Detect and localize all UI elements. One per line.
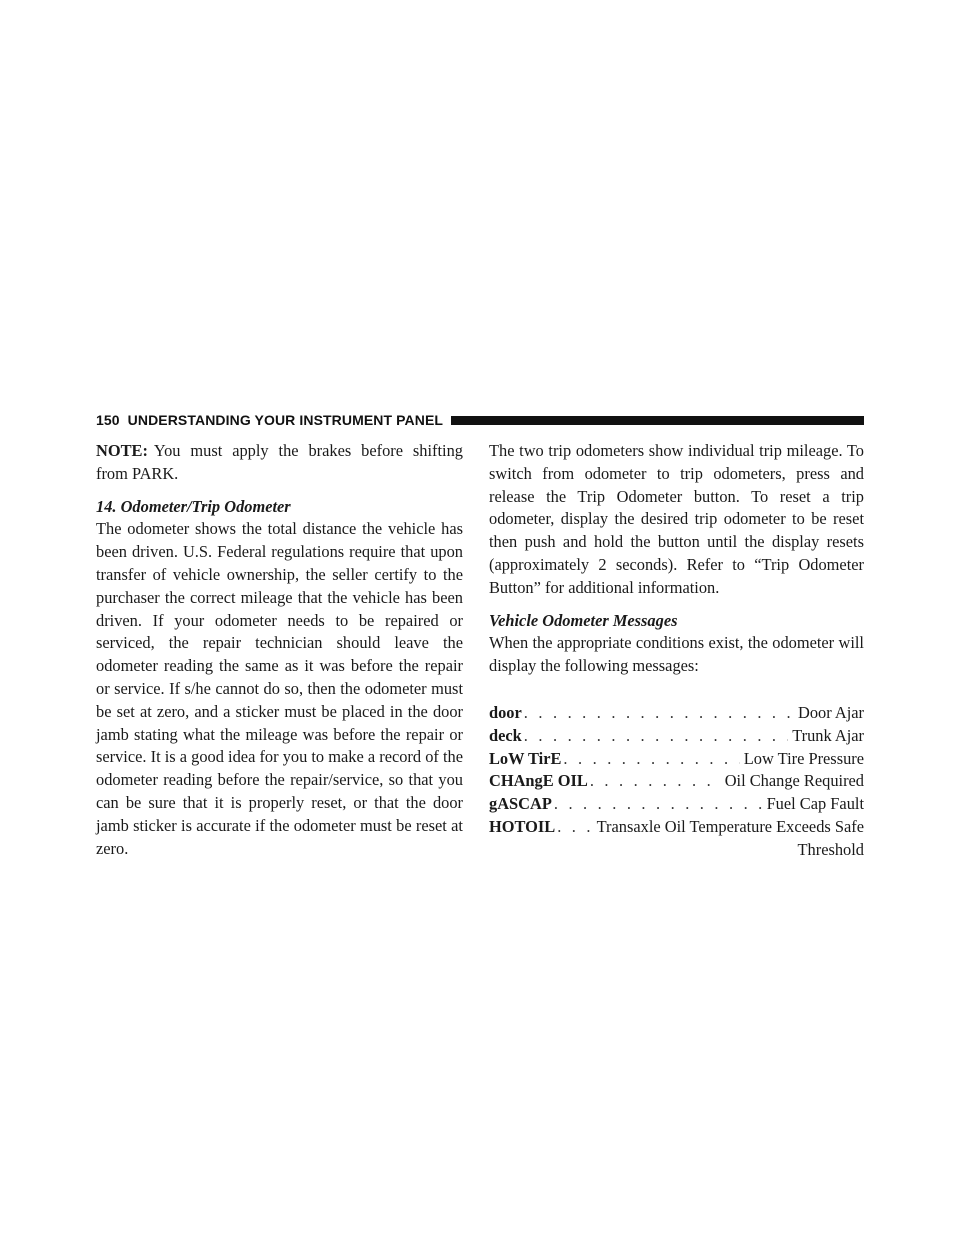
odometer-paragraph: The odometer shows the total distance the vehicle has been driven. U.S. Federal regulations require that upon transfer of vehicle ownership, the seller certify to the purchaser the correct mileage that the vehicle has been driven. If your odometer needs to be repaired or serviced, the repair technician should leave the odometer reading the same as it was before the repair or service. If s/he cannot do so, then the odometer must be set at zero, and a sticker must be placed in the door jamb stating what the mileage was before the repair or service. It is a good idea for you to make a record of the odometer reading before the repair/service, so that you can be sure that it is properly reset, or that the door jamb sticker is accurate if the odometer must be reset at zero. [96, 519, 463, 858]
dot-leader [563, 748, 739, 771]
message-code: LoW TirE [489, 748, 562, 768]
message-meaning: Trunk Ajar [792, 725, 864, 745]
message-meaning: Low Tire Pressure [743, 748, 864, 768]
message-meaning: Door Ajar [797, 702, 864, 722]
list-item [489, 816, 864, 839]
list-item [489, 748, 864, 771]
message-code: gASCAP [489, 794, 552, 814]
note-label: NOTE: [96, 441, 148, 460]
message-meaning: Fuel Cap Fault [766, 794, 864, 814]
page-number: 150 [96, 412, 120, 428]
list-item [489, 725, 864, 748]
dot-leader [557, 816, 592, 839]
list-item [489, 702, 864, 725]
message-code: deck [489, 725, 522, 745]
section-heading-odometer: 14. Odometer/Trip Odometer [96, 496, 291, 516]
list-item [489, 793, 864, 816]
dot-leader [554, 793, 763, 816]
message-meaning: Oil Change Required [724, 771, 864, 791]
messages-intro: When the appropriate conditions exist, the odometer will display the following messages: [489, 633, 864, 676]
left-column [96, 440, 463, 860]
message-code: HOTOIL [489, 816, 556, 836]
dot-leader [524, 702, 794, 725]
message-code: CHAngE OIL [489, 771, 588, 791]
section-heading-messages: Vehicle Odometer Messages [489, 610, 678, 630]
list-item [489, 770, 864, 793]
header-text [96, 412, 443, 428]
note-paragraph [96, 440, 463, 486]
trip-odometer-paragraph: The two trip odometers show individual trip mileage. To switch from odometer to trip odometers, press and release the Trip Odometer button. To reset a trip odometer, display the desired trip odometer to be reset then push and hold the button until the display resets (approximately 2 seconds). Refer to “Trip Odometer Button” for additional information. [489, 441, 864, 597]
message-code: door [489, 702, 522, 722]
header-rule [451, 416, 864, 425]
section-title: UNDERSTANDING YOUR INSTRUMENT PANEL [127, 412, 444, 428]
right-column [489, 440, 864, 862]
dot-leader [590, 770, 721, 793]
page-header [96, 412, 864, 428]
message-meaning-continuation: Threshold [797, 839, 864, 859]
message-meaning: Transaxle Oil Temperature Exceeds Safe [596, 816, 864, 836]
dot-leader [524, 725, 788, 748]
note-text: You must apply the brakes before shifting from PARK. [96, 441, 463, 483]
message-list [489, 702, 864, 862]
